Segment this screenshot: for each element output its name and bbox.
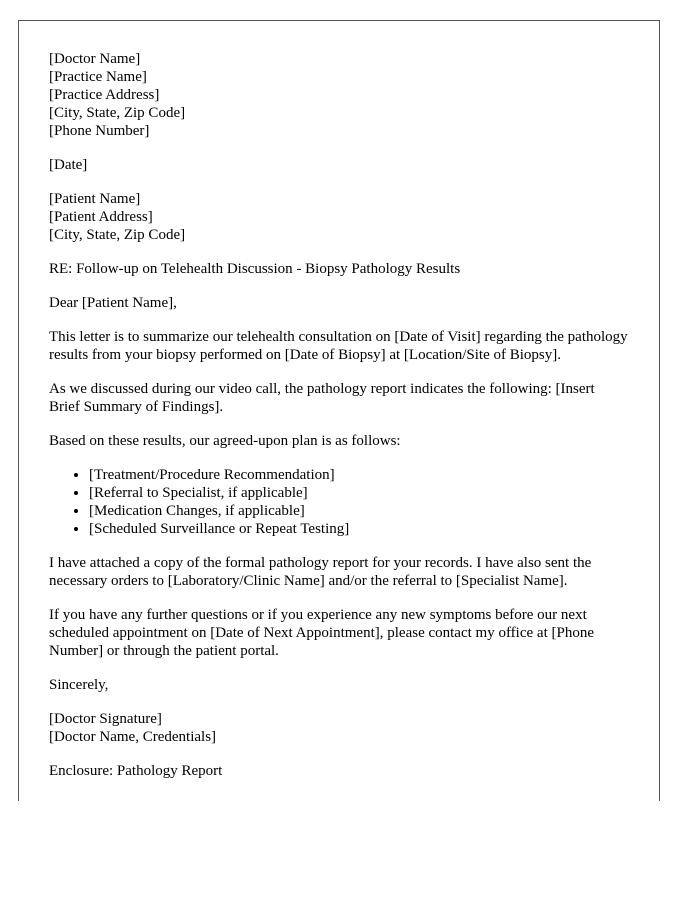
plan-intro: Based on these results, our agreed-upon plan is as follows: <box>49 433 401 449</box>
doctor-credentials: [Doctor Name, Credentials] <box>49 729 217 745</box>
practice-name: [Practice Name] <box>49 69 147 85</box>
signature-block <box>49 710 629 746</box>
letter-document <box>18 20 660 801</box>
list-item: • [Medication Changes, if applicable] <box>89 502 629 520</box>
list-item: • [Treatment/Procedure Recommendation] <box>89 466 629 484</box>
attachment-paragraph: I have attached a copy of the formal pathology report for your records. I have also sent the necessary orders to [Laboratory/Clinic Name] and/or the referral to [Specialist Name]. <box>49 555 592 589</box>
contact-paragraph: If you have any further questions or if you experience any new symptoms before our next scheduled appointment on [Date of Next Appointment], please contact my office at [Phone Number] or through the patient portal. <box>49 607 594 659</box>
patient-city-state-zip: [City, State, Zip Code] <box>49 227 186 243</box>
list-item: • [Referral to Specialist, if applicable] <box>89 484 629 502</box>
list-item: • [Scheduled Surveillance or Repeat Testing] <box>89 520 629 538</box>
sender-address <box>49 50 629 140</box>
patient-name: [Patient Name] <box>49 191 141 207</box>
recipient-address <box>49 190 629 244</box>
findings-paragraph: As we discussed during our video call, the pathology report indicates the following: [Insert Brief Summary of Findings]. <box>49 381 595 415</box>
practice-address: [Practice Address] <box>49 87 160 103</box>
subject-line: RE: Follow-up on Telehealth Discussion - Biopsy Pathology Results <box>49 261 461 277</box>
salutation: Dear [Patient Name], <box>49 295 177 311</box>
practice-city-state-zip: [City, State, Zip Code] <box>49 105 186 121</box>
doctor-signature: [Doctor Signature] <box>49 711 162 727</box>
enclosure-note: Enclosure: Pathology Report <box>49 763 223 779</box>
plan-list <box>49 466 629 538</box>
intro-paragraph: This letter is to summarize our telehealth consultation on [Date of Visit] regarding the pathology results from your biopsy performed on [Date of Biopsy] at [Location/Site of Biopsy]. <box>49 329 628 363</box>
practice-phone: [Phone Number] <box>49 123 150 139</box>
letter-date: [Date] <box>49 157 88 173</box>
closing: Sincerely, <box>49 677 109 693</box>
patient-address: [Patient Address] <box>49 209 153 225</box>
doctor-name: [Doctor Name] <box>49 51 141 67</box>
